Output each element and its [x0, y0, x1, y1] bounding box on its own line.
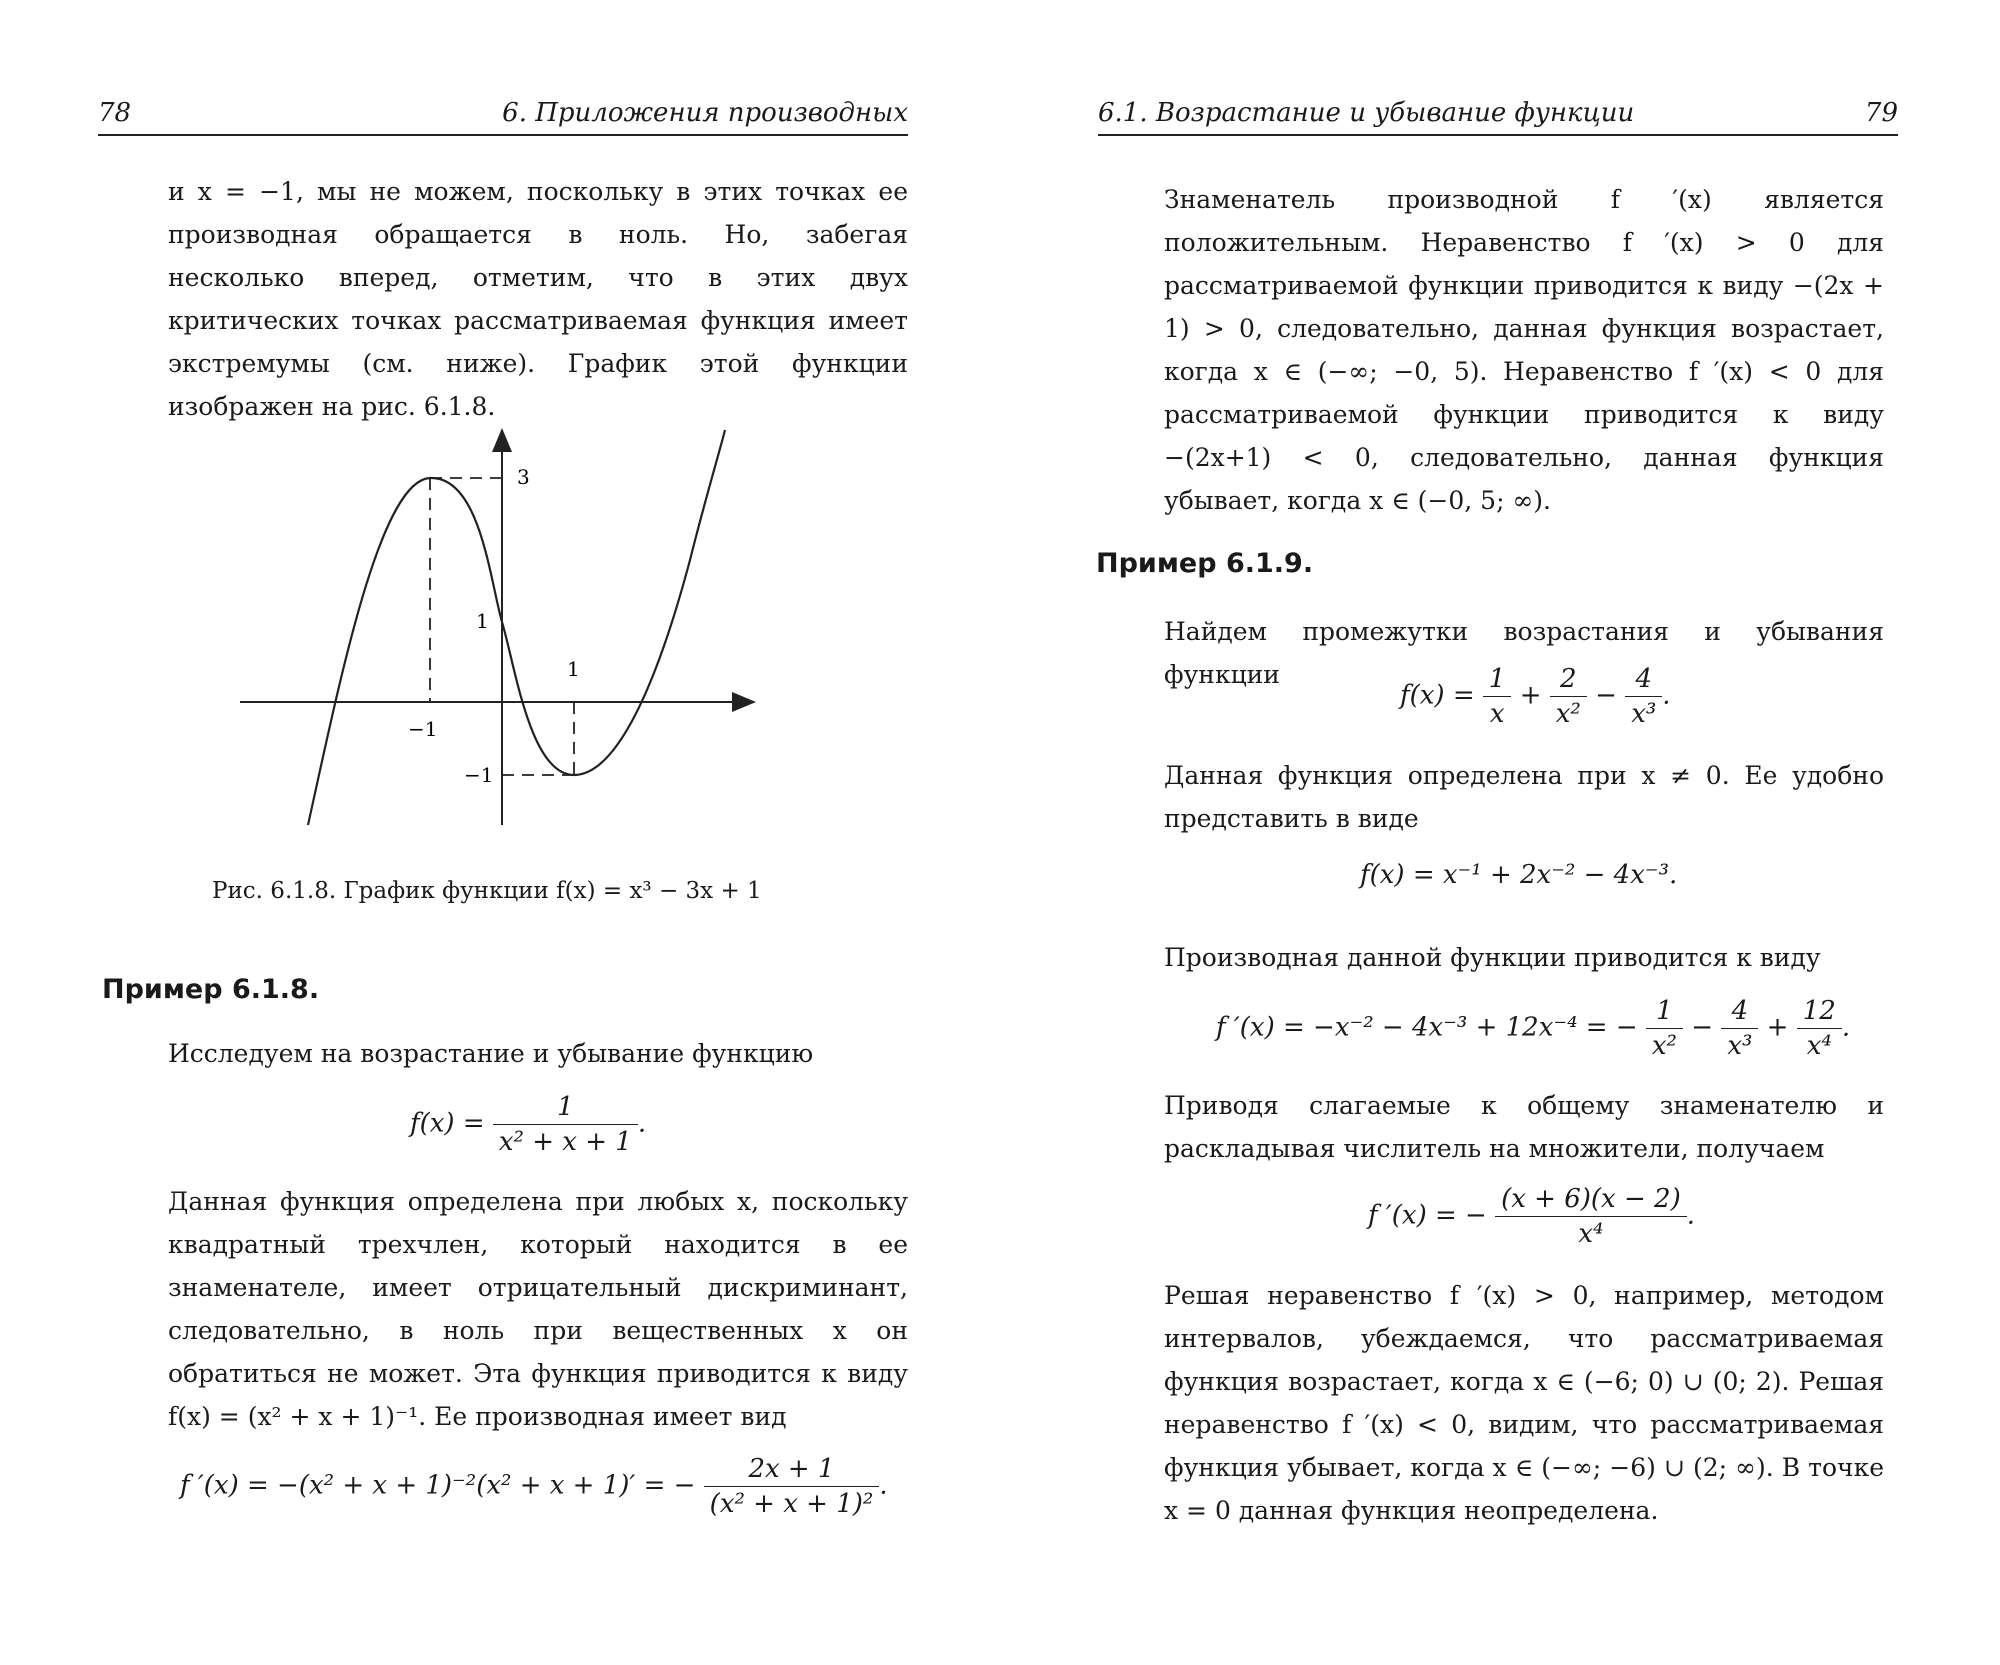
- right-running-header: [1098, 96, 1898, 136]
- formula-derivative-6-1-8: f ′(x) = −(x² + x + 1)⁻²(x² + x + 1)′ = − $\frac{2x + 1}{\text{(x² + x + 1)²}}$ .: [180, 1454, 888, 1519]
- formula-f-6-1-8: f(x) = $\frac{1}{\text{x² + x + 1}}$ .: [410, 1092, 647, 1157]
- fraction: $\frac{1}{\text{x² + x + 1}}$: [493, 1090, 638, 1159]
- formula-f-6-1-9: f(x) = $\frac{1}{x}$ + $\frac{2}{\text{x²}}$ − $\frac{4}{\text{x³}}$ .: [1400, 664, 1671, 729]
- intro-paragraph: и x = −1, мы не можем, поскольку в этих точках ее производная обращается в ноль. Но, забегая несколько вперед, отметим, что в этих двух критических точках рассматриваемая функция имеет экстремумы (см. ниже). График этой функции изображен на рис. 6.1.8.: [168, 177, 908, 421]
- domain-paragraph: Данная функция определена при x ≠ 0. Ее удобно представить в виде: [1164, 761, 1884, 833]
- header-rule: [1098, 134, 1898, 136]
- right-page: [1000, 0, 2000, 1665]
- result-paragraph: Решая неравенство f ′(x) > 0, например, методом интервалов, убеждаемся, что рассматриваемая функция возрастает, когда x ∈ (−6; 0) ∪ (0; 2). Решая неравенство f ′(x) < 0, видим, что рассматриваемая функция убывает, когда x ∈ (−∞; −6) ∪ (2; ∞). В точке x = 0 данная функция неопределена.: [1164, 1281, 1884, 1525]
- label-yneg1: −1: [464, 763, 494, 787]
- formula-factored: f ′(x) = − $\frac{(x + 6)(x - 2)}{\text{x⁴}}$ .: [1368, 1184, 1695, 1249]
- right-page-number: 79: [1864, 98, 1898, 128]
- header-rule: [98, 134, 908, 136]
- fraction: $\frac{2x + 1}{\text{(x² + x + 1)²}}$: [704, 1452, 880, 1521]
- left-running-header: [98, 96, 908, 136]
- left-running-title: 6. Приложения производных: [502, 98, 908, 128]
- left-page-number: 78: [98, 98, 132, 128]
- task-paragraph: Исследуем на возрастание и убывание функцию: [168, 1039, 814, 1068]
- domain-paragraph: Данная функция определена при любых x, поскольку квадратный трехчлен, который находится в ее знаменателе, имеет отрицательный дискриминант, следовательно, в ноль при вещественных x он обратиться не может. Эта функция приводится к виду f(x) = (x² + x + 1)⁻¹. Ее производная имеет вид: [168, 1187, 908, 1431]
- label-xneg1: −1: [408, 717, 438, 741]
- monotonicity-paragraph: Знаменатель производной f ′(x) является положительным. Неравенство f ′(x) > 0 для рассматриваемой функции приводится к виду −(2x + 1) > 0, следовательно, данная функция возрастает, когда x ∈ (−∞; −0, 5). Неравенство f ′(x) < 0 для рассматриваемой функции приводится к виду −(2x+1) < 0, следовательно, данная функция убывает, когда x ∈ (−0, 5; ∞).: [1164, 185, 1884, 515]
- label-x1: 1: [567, 657, 580, 681]
- example-heading-6-1-8: Пример 6.1.8.: [102, 974, 320, 1005]
- label-y3: 3: [517, 465, 530, 489]
- right-running-title: 6.1. Возрастание и убывание функции: [1098, 98, 1635, 128]
- label-y1: 1: [476, 609, 489, 633]
- formula-powers: f(x) = x⁻¹ + 2x⁻² − 4x⁻³.: [1360, 860, 1678, 890]
- example-heading-6-1-9: Пример 6.1.9.: [1096, 548, 1314, 579]
- derivative-intro-paragraph: Производная данной функции приводится к виду: [1164, 943, 1821, 972]
- formula-derivative-6-1-9: f ′(x) = −x⁻² − 4x⁻³ + 12x⁻⁴ = − $\frac{1}{\text{x²}}$ − $\frac{4}{\text{x³}}$ + $\frac{12}{\text{x⁴}}$ .: [1216, 996, 1851, 1061]
- common-denominator-paragraph: Приводя слагаемые к общему знаменателю и раскладывая числитель на множители, получаем: [1164, 1091, 1884, 1163]
- cubic-curve: [308, 430, 725, 825]
- function-graph: [230, 420, 760, 840]
- task-paragraph: Найдем промежутки возрастания и убывания функции: [1164, 617, 1884, 689]
- figure-caption: Рис. 6.1.8. График функции f(x) = x³ − 3x + 1: [212, 878, 762, 904]
